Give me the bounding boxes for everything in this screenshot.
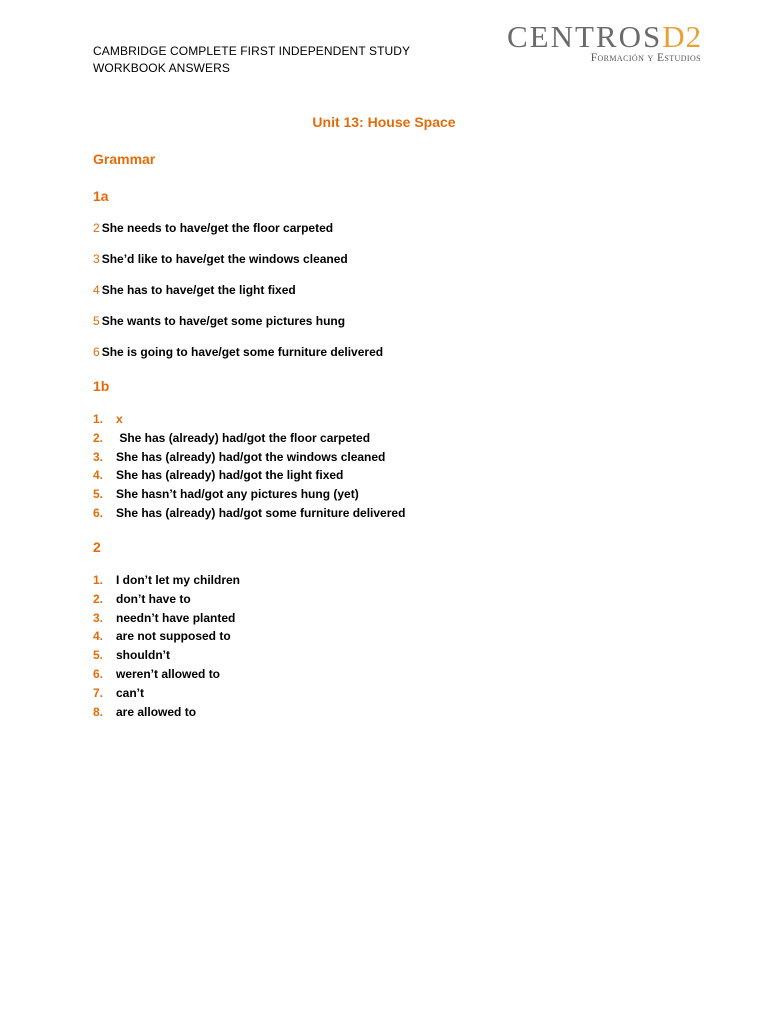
answer-text: She’d like to have/get the windows cleaned <box>101 252 348 266</box>
answer-number: 3. <box>93 449 104 464</box>
answer-number: 8. <box>93 704 104 719</box>
answer-text: She has to have/get the light fixed <box>101 283 296 297</box>
answer-number: 1. <box>93 573 104 587</box>
answer-1a-item <box>93 314 345 328</box>
answer-text: shouldn’t <box>116 648 170 663</box>
answer-number: 3 <box>93 252 100 266</box>
answer-1a-item <box>93 345 383 359</box>
answer-number: 4. <box>93 468 104 483</box>
section-1a-heading: 1a <box>93 188 109 204</box>
answer-number: 3. <box>93 610 104 625</box>
answer-text: She is going to have/get some furniture delivered <box>101 345 384 359</box>
answer-text: She has (already) had/got the light fixed <box>116 468 344 483</box>
answer-text: don’t have to <box>116 591 191 606</box>
answer-number: 2. <box>93 430 104 445</box>
section-1b-heading: 1b <box>93 378 110 394</box>
header-title-line1: CAMBRIDGE COMPLETE FIRST INDEPENDENT STUDY <box>93 44 411 58</box>
answer-text: She wants to have/get some pictures hung <box>101 314 346 328</box>
answer-number: 2 <box>93 221 100 235</box>
logo-tagline: Formación y Estudios <box>590 52 701 64</box>
centros-d2-logo <box>507 19 707 69</box>
logo-wordmark-a: CENTROS <box>507 19 663 54</box>
logo-wordmark-b: D2 <box>662 19 703 54</box>
answer-1a-item <box>93 221 333 235</box>
answer-text: She hasn’t had/got any pictures hung (yet) <box>116 487 359 502</box>
answer-text: weren’t allowed to <box>116 666 221 681</box>
answer-number: 5. <box>93 648 104 663</box>
document-header <box>93 43 410 76</box>
answer-number: 7. <box>93 685 104 700</box>
answer-number: 2. <box>93 591 104 606</box>
answer-number: 4 <box>93 283 100 297</box>
answer-number: 4. <box>93 629 104 644</box>
answer-text: x <box>116 412 123 426</box>
answer-number: 6. <box>93 666 104 681</box>
answer-text: are not supposed to <box>116 629 231 644</box>
answer-text: She has (already) had/got some furniture delivered <box>116 505 406 520</box>
section-grammar-heading: Grammar <box>93 151 156 167</box>
header-title-line2: WORKBOOK ANSWERS <box>93 60 230 75</box>
answer-1a-item <box>93 283 296 297</box>
logo-wordmark <box>507 19 702 55</box>
answer-1a-item <box>93 252 348 266</box>
answer-number: 6. <box>93 505 104 520</box>
answer-text: I don’t let my children <box>116 573 241 587</box>
unit-title: Unit 13: House Space <box>312 114 456 130</box>
section-2-heading: 2 <box>93 539 101 555</box>
answer-text: are allowed to <box>116 704 197 719</box>
answer-text: She has (already) had/got the floor carpeted <box>116 430 371 445</box>
answer-text: can’t <box>116 685 145 700</box>
answer-number: 5 <box>93 314 100 328</box>
answer-text: She has (already) had/got the windows cleaned <box>116 449 386 464</box>
answer-number: 1. <box>93 412 104 426</box>
answer-text: She needs to have/get the floor carpeted <box>101 221 334 235</box>
answer-number: 5. <box>93 487 104 502</box>
answer-number: 6 <box>93 345 100 359</box>
answer-text: needn’t have planted <box>116 610 236 625</box>
